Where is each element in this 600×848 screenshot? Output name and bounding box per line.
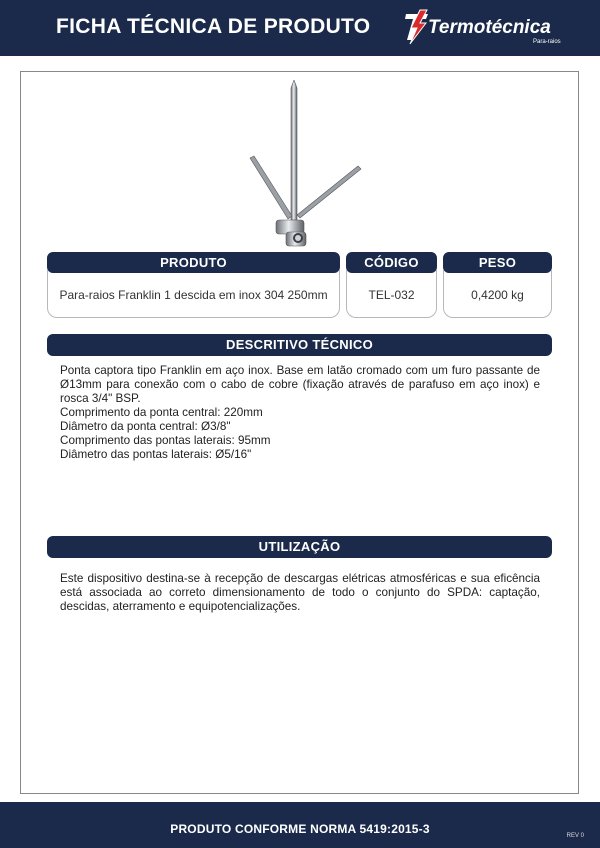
franklin-lightning-rod-image: [230, 80, 370, 250]
peso-header: PESO: [443, 252, 552, 273]
page-title: FICHA TÉCNICA DE PRODUTO: [56, 15, 371, 38]
descritivo-line: Comprimento da ponta central: 220mm: [60, 406, 263, 419]
page-header: [0, 0, 600, 56]
brand-logo: [402, 8, 592, 50]
utilizacao-body: [60, 572, 540, 614]
descritivo-paragraph: Ponta captora tipo Franklin em aço inox. Base em latão cromado com um furo passante de Ø13mm para conexão com o cabo de cobre (fixação através de parafuso em aço inox) e rosca 3/4" BSP.: [60, 364, 540, 405]
descritivo-line: Diâmetro da ponta central: Ø3/8": [60, 420, 231, 433]
descritivo-body: [60, 364, 540, 462]
produto-header: PRODUTO: [47, 252, 340, 273]
produto-value: Para-raios Franklin 1 descida em inox 304 250mm: [47, 270, 340, 318]
revision-label: REV 0: [566, 833, 584, 839]
codigo-header: CÓDIGO: [346, 252, 437, 273]
brand-name: Termotécnica: [428, 17, 551, 38]
brand-tagline: Para-raios: [533, 39, 561, 45]
descritivo-line: Diâmetro das pontas laterais: Ø5/16": [60, 448, 252, 461]
peso-value: 0,4200 kg: [443, 270, 552, 318]
descritivo-line: Comprimento das pontas laterais: 95mm: [60, 434, 271, 447]
descritivo-header: DESCRITIVO TÉCNICO: [47, 334, 552, 356]
codigo-value: TEL-032: [346, 270, 437, 318]
utilizacao-paragraph: Este dispositivo destina-se à recepção de descargas elétricas atmosféricas e sua eficência está associada ao correto dimensionamento de todo o conjunto do SPDA: captação, descidas, aterramento e equipotencializações.: [60, 572, 540, 613]
norma-text: PRODUTO CONFORME NORMA 5419:2015-3: [170, 822, 430, 836]
page-footer: [0, 802, 600, 848]
utilizacao-header: UTILIZAÇÃO: [47, 536, 552, 558]
